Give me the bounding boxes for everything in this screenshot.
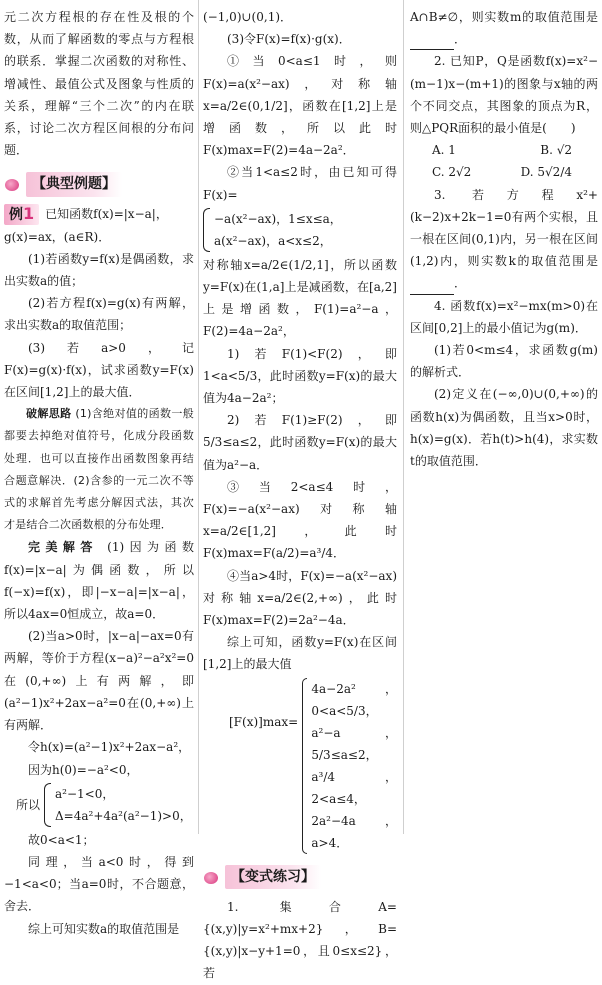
answer-paragraph-1: 完美解答 (1)因为函数f(x)=|x−a|为偶函数，所以f(−x)=f(x)，即|−x−a|=|x−a|，所以4ax=0恒成立，故a=0． <box>4 540 194 622</box>
column-right <box>410 6 598 472</box>
practice-4-1: (1)若0<m≤4，求函数g(m)的解析式． <box>410 343 598 380</box>
thinking-paragraph: 破解思路 (1)含绝对值的函数一般都要去掉绝对值符号，化成分段函数处理．也可以直接作出函数图象再结合题意解决．(2)含参的一元二次不等式的求解首先考虑分解因式法，其次才是结合二次函数根的分布处理． <box>4 407 194 532</box>
answer-label: 完美解答 <box>28 540 98 555</box>
example-heading <box>4 203 194 225</box>
piecewise-F: −a(x²−ax)，1≤x≤a， a(x²−ax)，a<x≤2， <box>203 208 397 252</box>
flower-icon <box>203 868 221 886</box>
question-3: (3)若a>0，记F(x)=g(x)·f(x)，试求函数y=F(x)在区间[1,2]上的最大值． <box>4 340 194 400</box>
case-1: ①当0<a≤1时，则F(x)=a(x²−ax)，对称轴x=a/2∈(0,1/2]，函数在[1,2]上是增函数，所以此时F(x)max=F(2)=4a−2a²． <box>203 54 397 158</box>
example-stem-cont: g(x)=ax，(a∈R)． <box>4 229 111 244</box>
answer-same: 同理，当a<0时，得到−1<a<0；当a=0时，不合题意，舍去． <box>4 854 194 914</box>
practice-4-2: (2)定义在(−∞,0)∪(0,+∞)的函数h(x)为偶函数，且当x>0时，h(x)=g(x)．若h(t)>h(4)，求实数t的取值范围． <box>410 387 598 469</box>
intro-paragraph: 元二次方程根的存在性及根的个数，从而了解函数的零点与方程根的联系．掌握二次函数的对称性、增减性、最值公式及图象与性质的关系，理解“三个二次”的内在联系，讨论二次方程区间根的分布问题． <box>4 10 194 158</box>
part3-intro: (3)令F(x)=f(x)·g(x)． <box>227 32 351 47</box>
option-d: D. 5√2/4 <box>520 165 572 180</box>
option-c: C. 2√2 <box>432 165 472 180</box>
column-divider <box>403 0 404 834</box>
choices-row-1 <box>410 139 598 161</box>
practice-3: 3. 若方程x²+(k−2)x+2k−1=0有两个实根，且一根在区间(0,1)内，另一根在区间(1,2)内，则实数k的取值范围是． <box>410 184 598 295</box>
question-2: (2)若方程f(x)=g(x)有两解，求出实数a的取值范围； <box>4 296 194 333</box>
practice-1-cont: A∩B≠∅，则实数m的取值范围是 ． <box>410 6 598 50</box>
column-middle <box>203 6 397 985</box>
example-stem: 已知函数f(x)=|x−a|， <box>45 207 168 222</box>
answer-blank <box>410 282 454 295</box>
answer-conclusion: 综上可知实数a的取值范围是 <box>28 921 180 936</box>
answer-paragraph-2: (2)当a>0时，|x−a|−ax=0有两解，等价于方程(x−a)²−a²x²=0在(0,+∞)上有两解，即(a²−1)x²+2ax−a²=0在(0,+∞)上有两解． <box>4 629 194 733</box>
practice-2: 2. 已知P，Q是函数f(x)=x²−(m−1)x−(m+1)的图象与x轴的两个不同交点，其图象的顶点为R，则△PQR面积的最小值是( ) <box>410 54 598 136</box>
max-value-piecewise: [F(x)]max= 4a−2a²，0<a<5/3， a²−a，5/3≤a≤2， a³/4，2<a≤4， 2a²−4a，a>4． <box>229 678 397 854</box>
practice-4: 4. 函数f(x)=x²−mx(m>0)在区间[0,2]上的最小值记为g(m)． <box>410 298 598 335</box>
case-3: ③当2<a≤4时，F(x)=−a(x²−ax)对称轴x=a/2∈[1,2]，此时F(x)max=F(a/2)=a³/4． <box>203 479 397 561</box>
inequality-system: 所以 a²−1<0， Δ=4a²+4a²(a²−1)>0， <box>16 783 194 827</box>
answer-result: 故0<a<1； <box>28 832 95 847</box>
case-2: ②当1<a≤2时，由已知可得F(x)= <box>203 165 397 202</box>
section-header-typical-examples: 【典型例题】 <box>4 171 194 197</box>
column-divider <box>198 0 199 834</box>
choices-row-2 <box>410 161 598 183</box>
option-b: B. √2 <box>540 143 572 158</box>
flower-icon <box>4 175 22 193</box>
case-2-sub2: 2)若F(1)≥F(2)，即5/3≤a≤2，此时函数y=F(x)的最大值为a²−a． <box>203 413 397 472</box>
thinking-label: 破解思路 <box>26 407 72 421</box>
section-header-practice: 【变式练习】 <box>203 864 397 890</box>
case-2-sub1: 1)若F(1)<F(2)，即1<a<5/3，此时函数y=F(x)的最大值为4a−2a²； <box>203 346 397 406</box>
case-4: ④当a>4时，F(x)=−a(x²−ax)对称轴x=a/2∈(2,+∞)，此时F(x)max=F(2)=2a²−4a． <box>203 568 397 628</box>
practice-1: 1. 集合A={(x,y)|y=x²+mx+2}，B={(x,y)|x−y+1=0，且0≤x≤2}，若 <box>203 899 397 981</box>
case-2-detail: 对称轴x=a/2∈(1/2,1]，所以函数y=F(x)在(1,a]上是减函数，在[a,2]上是增函数，F(1)=a²−a，F(2)=4a−2a²， <box>203 257 397 339</box>
example-badge: 例1 <box>4 204 39 225</box>
answer-h0: 因为h(0)=−a²<0， <box>28 762 139 777</box>
option-a: A. 1 <box>432 143 456 158</box>
answer-range: (−1,0)∪(0,1)． <box>203 10 293 24</box>
summary: 综上可知，函数y=F(x)在区间[1,2]上的最大值 <box>203 635 397 672</box>
answer-blank <box>410 37 454 50</box>
question-1: (1)若函数y=f(x)是偶函数，求出实数a的值； <box>4 251 194 289</box>
column-left <box>4 6 194 940</box>
answer-h-def: 令h(x)=(a²−1)x²+2ax−a²， <box>28 740 191 755</box>
